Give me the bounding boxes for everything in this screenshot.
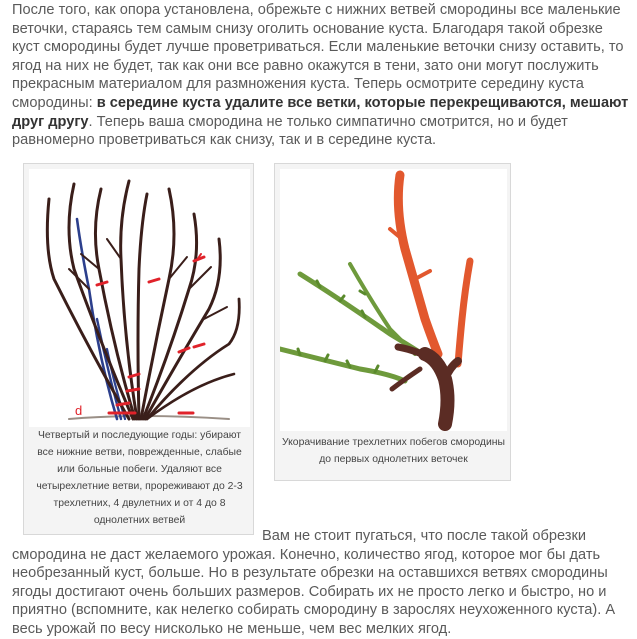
- paragraph-intro-text-a: После того, как опора установлена, обрежьте с нижних ветвей смородины все маленькие веточки, стараясь тем самым снизу оголить основание куста. Благодаря такой обрезке куст смородины будет лучше проветриваться. Если маленькие веточки снизу оставить, то ягод на них не будет, так как они все равно окажутся в тени, зато они могут послужить прекрасным материалом для размножения куста. Теперь осмотрите середину куста смородины:: [12, 2, 624, 111]
- shoot-shortening-illustration: [280, 169, 507, 431]
- figure-bush-caption: Четвертый и последующие годы: убирают все нижние ветви, поврежденные, слабые или больные побеги. Удаляют все четырехлетние ветви, прореживают до 2-3 трехлетних, 4 двулетних и от 4 до 8 однолетних ветвей: [36, 430, 243, 526]
- paragraph-intro: [12, 1, 630, 150]
- figure-bush-pruning: [23, 163, 254, 535]
- paragraph-intro-text-b: . Теперь ваша смородина не только симпатично смотрится, но и будет равномерно проветриваться как снизу, так и в середине куста.: [12, 113, 568, 149]
- figure-shoot-shortening: [274, 163, 511, 481]
- figure-shoot-caption: Укорачивание трехлетних побегов смородины до первых однолетних веточек: [282, 437, 505, 465]
- paragraph-harvest: Вам не стоит пугаться, что после такой обрезки смородина не даст желаемого урожая. Конечно, количество ягод, которое мог бы дать необрезанный куст, больше. Но в результате обрезки на оставшихся ветвях смородины ягоды достигают очень больших размеров. Собирать их не просто легко и быстро, но и приятно (вспомните, как нелегко собирать смородину в зарослях неухоженного куста). А весь урожай по весу нисколько не меньше, чем вес мелких ягод.: [12, 528, 616, 637]
- label-d: d: [75, 403, 83, 418]
- bush-pruning-illustration: [29, 169, 250, 427]
- paragraph-intro-bold: в середине куста удалите все ветки, которые перекрещиваются, мешают друг другу: [12, 94, 629, 130]
